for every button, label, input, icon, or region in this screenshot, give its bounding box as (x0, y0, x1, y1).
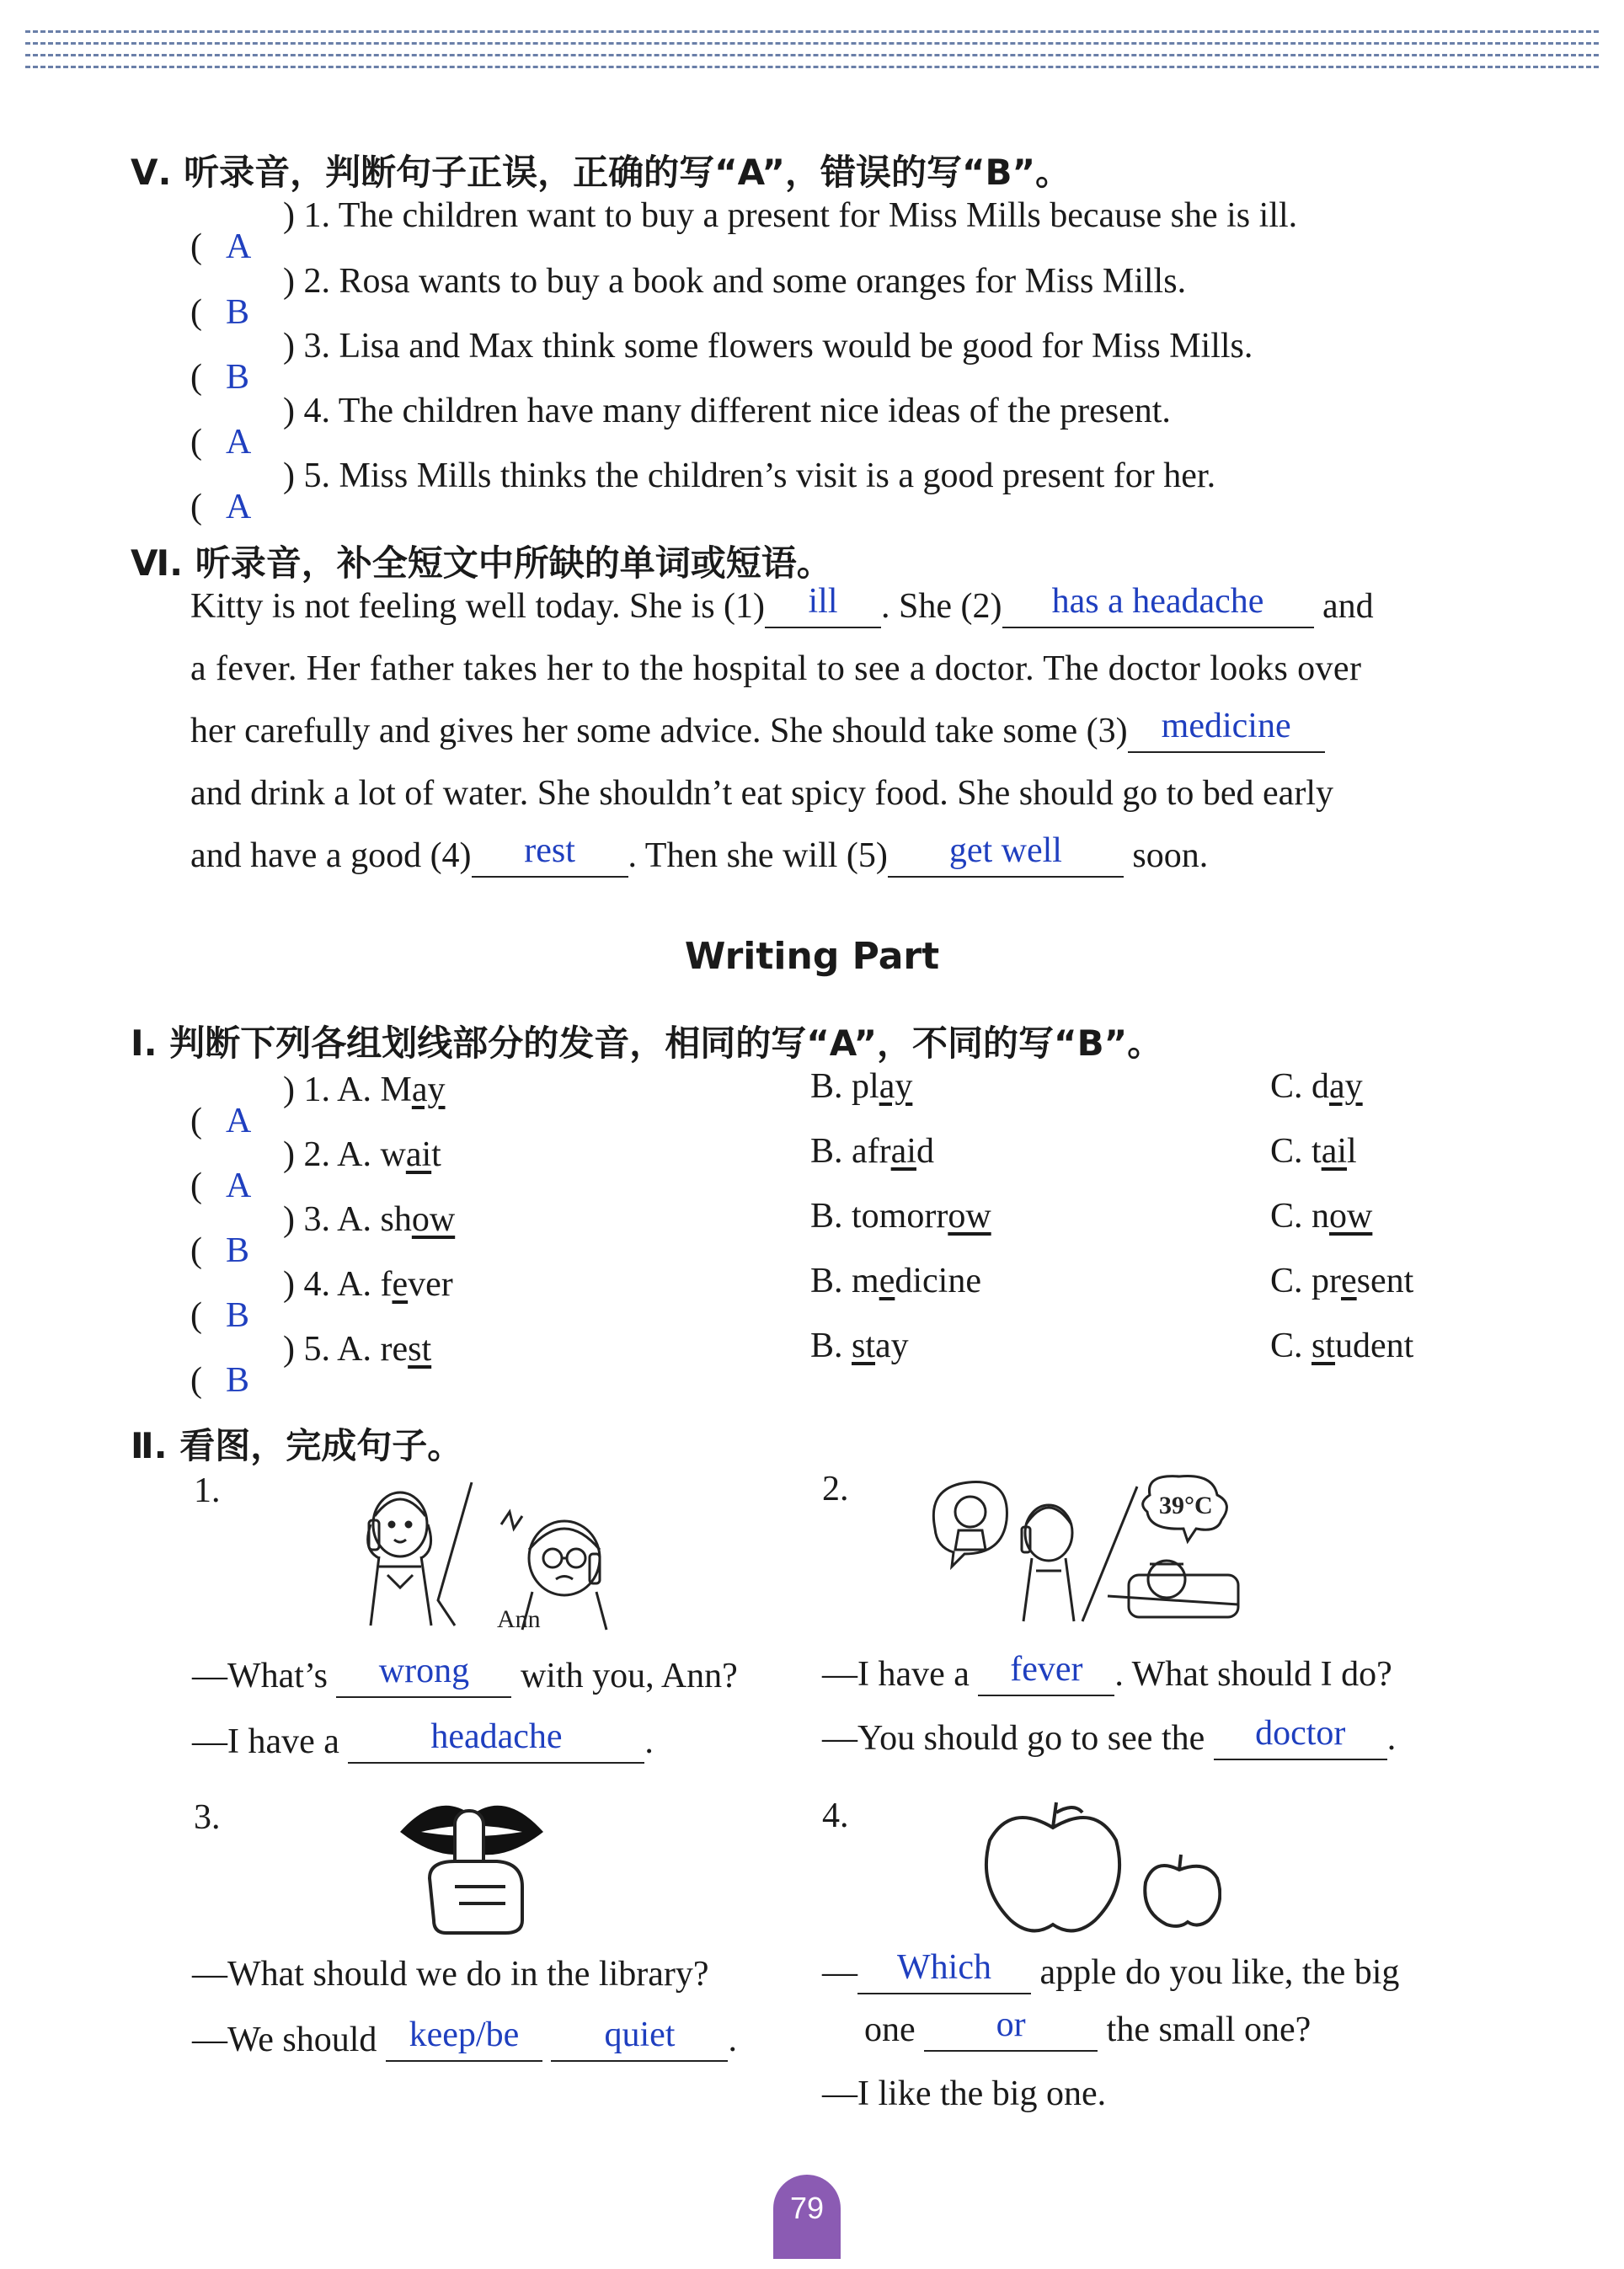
item-text: ) 3. Lisa and Max think some flowers would be good for Miss Mills. (283, 327, 1253, 366)
passage-line: Kitty is not feeling well today. She is (1) ill . She (2) has a headache and (190, 586, 1374, 628)
blank-answer: has a headache (1051, 582, 1264, 621)
item-text: ) 5. Miss Mills thinks the children’s visit is a good present for her. (283, 456, 1216, 495)
blank-answer: or (996, 2005, 1026, 2044)
workbook-page: Ⅴ. 听录音，判断句子正误，正确的写“A”，错误的写“B”。 ( A ) 1. The children want to buy a present for Miss Mills because she is ill. ( B ) 2. Rosa wants to buy a book and some oranges for Miss Mills. ( B ) 3. Lisa and Max think some flowers would be good for Miss Mills. ( A ) 4. The children have many different nice ideas of the present. ( A ) 5. Miss Mills thinks the children’s visit is a good present for her. Ⅵ. 听录音，补全短文中所缺的单词或短语。 Kitty is not feeling well today. She is (1) ill . She (2) has a headache and a fever. Her father takes her to the hospital to see a doctor. The doctor looks over her carefully and gives her some advice. She should take some (3) medicine and drink a lot of water. She shouldn’t eat spicy food. She should go to bed early and have a good (4) rest . Then she will (5) get well soon. Writing Part Ⅰ. 判断下列各组划线部分的发音，相同的写“A”，不同的写“B”。 ( A ) 1. A. May B. play C. day ( A ) 2. A. wait B. afraid C. tail ( B ) 3. A. show B. tomorrow C. now ( B ) 4. A. fever B. medicine C. present ( B ) 5. A. rest B. stay C. student Ⅱ. 看图，完成句子。 1. Ann —What’s wrong with you, Ann? —I have a headache . 2. 39°C —I have a fever . What should I do? —You should go to see the doctor . 3. —What should we do in the library? —We should keep/be quiet . 4. — Which apple do you like, the big one or the small one? —I like the big one. 79 (0, 0, 1624, 2269)
answer: A (226, 1167, 252, 1205)
question-number: 2. (822, 1470, 849, 1508)
sentence-line: —I have a headache . (192, 1722, 654, 1764)
answer: B (226, 1231, 250, 1270)
answer: A (226, 488, 252, 526)
list-item: ( B ) 3. Lisa and Max think some flowers would be good for Miss Mills. (190, 327, 1253, 397)
sentence-line: —What should we do in the library? (192, 1955, 709, 1994)
section6-title: Ⅵ. 听录音，补全短文中所缺的单词或短语。 (131, 542, 832, 584)
partII-title: Ⅱ. 看图，完成句子。 (131, 1425, 463, 1466)
phone-call-illustration (354, 1474, 623, 1634)
blank-answer: keep/be (409, 2015, 520, 2054)
answer: B (226, 1296, 250, 1335)
list-item: ( A ) 1. The children want to buy a present for Miss Mills because she is ill. (190, 196, 1298, 266)
blank-answer: doctor (1255, 1714, 1346, 1753)
answer: B (226, 1361, 250, 1400)
ann-label: Ann (497, 1605, 541, 1633)
fever-illustration (927, 1470, 1255, 1630)
passage-line: her carefully and gives her some advice. She should take some (3) medicine (190, 711, 1325, 753)
answer: A (226, 423, 252, 462)
blank-answer: fever (1010, 1650, 1083, 1689)
answer: A (226, 227, 252, 266)
blank-answer: headache (430, 1717, 563, 1756)
sentence-line: —What’s wrong with you, Ann? (192, 1656, 738, 1698)
question-number: 4. (822, 1797, 849, 1835)
sentence-line: —I like the big one. (822, 2074, 1107, 2113)
blank-answer: ill (808, 582, 838, 621)
top-border (25, 30, 1599, 33)
apples-illustration (977, 1794, 1221, 1937)
temperature-label: 39°C (1159, 1492, 1213, 1519)
list-item: ( A ) 4. The children have many different nice ideas of the present. (190, 392, 1171, 462)
blank-answer: quiet (604, 2015, 676, 2054)
page-number: 79 (773, 2175, 841, 2259)
answer: B (226, 293, 250, 332)
blank-answer: medicine (1161, 707, 1291, 745)
blank-answer: rest (524, 831, 575, 870)
list-item: ( A ) 5. Miss Mills thinks the children’s visit is a good present for her. (190, 456, 1216, 526)
top-border (25, 66, 1599, 68)
sentence-line: —We should keep/be quiet . (192, 2020, 737, 2062)
list-item: ( B ) 2. Rosa wants to buy a book and some oranges for Miss Mills. (190, 262, 1187, 332)
sentence-line: one or the small one? (864, 2010, 1311, 2052)
question-number: 3. (194, 1798, 221, 1837)
quiet-gesture-icon (396, 1794, 548, 1937)
answer: A (226, 1102, 252, 1140)
blank-answer: Which (897, 1948, 991, 1987)
section5-title: Ⅴ. 听录音，判断句子正误，正确的写“A”，错误的写“B”。 (131, 152, 1071, 193)
passage-line: and have a good (4) rest . Then she will (5) get well soon. (190, 836, 1208, 878)
partI-title: Ⅰ. 判断下列各组划线部分的发音，相同的写“A”，不同的写“B”。 (131, 1022, 1163, 1064)
sentence-line: —You should go to see the doctor . (822, 1718, 1396, 1760)
passage-line: and drink a lot of water. She shouldn’t eat spicy food. She should go to bed early (190, 774, 1333, 813)
sentence-line: — Which apple do you like, the big (822, 1952, 1399, 1994)
writing-part-title: Writing Part (684, 935, 940, 978)
blank-answer: wrong (378, 1652, 470, 1690)
sentence-line: —I have a fever . What should I do? (822, 1654, 1392, 1696)
top-border (25, 42, 1599, 45)
item-text: ) 2. Rosa wants to buy a book and some oranges for Miss Mills. (283, 262, 1187, 301)
top-border (25, 54, 1599, 56)
question-number: 1. (194, 1471, 221, 1510)
answer: B (226, 358, 250, 397)
blank-answer: get well (948, 831, 1062, 870)
item-text: ) 4. The children have many different nice ideas of the present. (283, 392, 1171, 430)
passage-line: a fever. Her father takes her to the hospital to see a doctor. The doctor looks over (190, 649, 1362, 688)
item-text: ) 1. The children want to buy a present for Miss Mills because she is ill. (283, 196, 1298, 235)
